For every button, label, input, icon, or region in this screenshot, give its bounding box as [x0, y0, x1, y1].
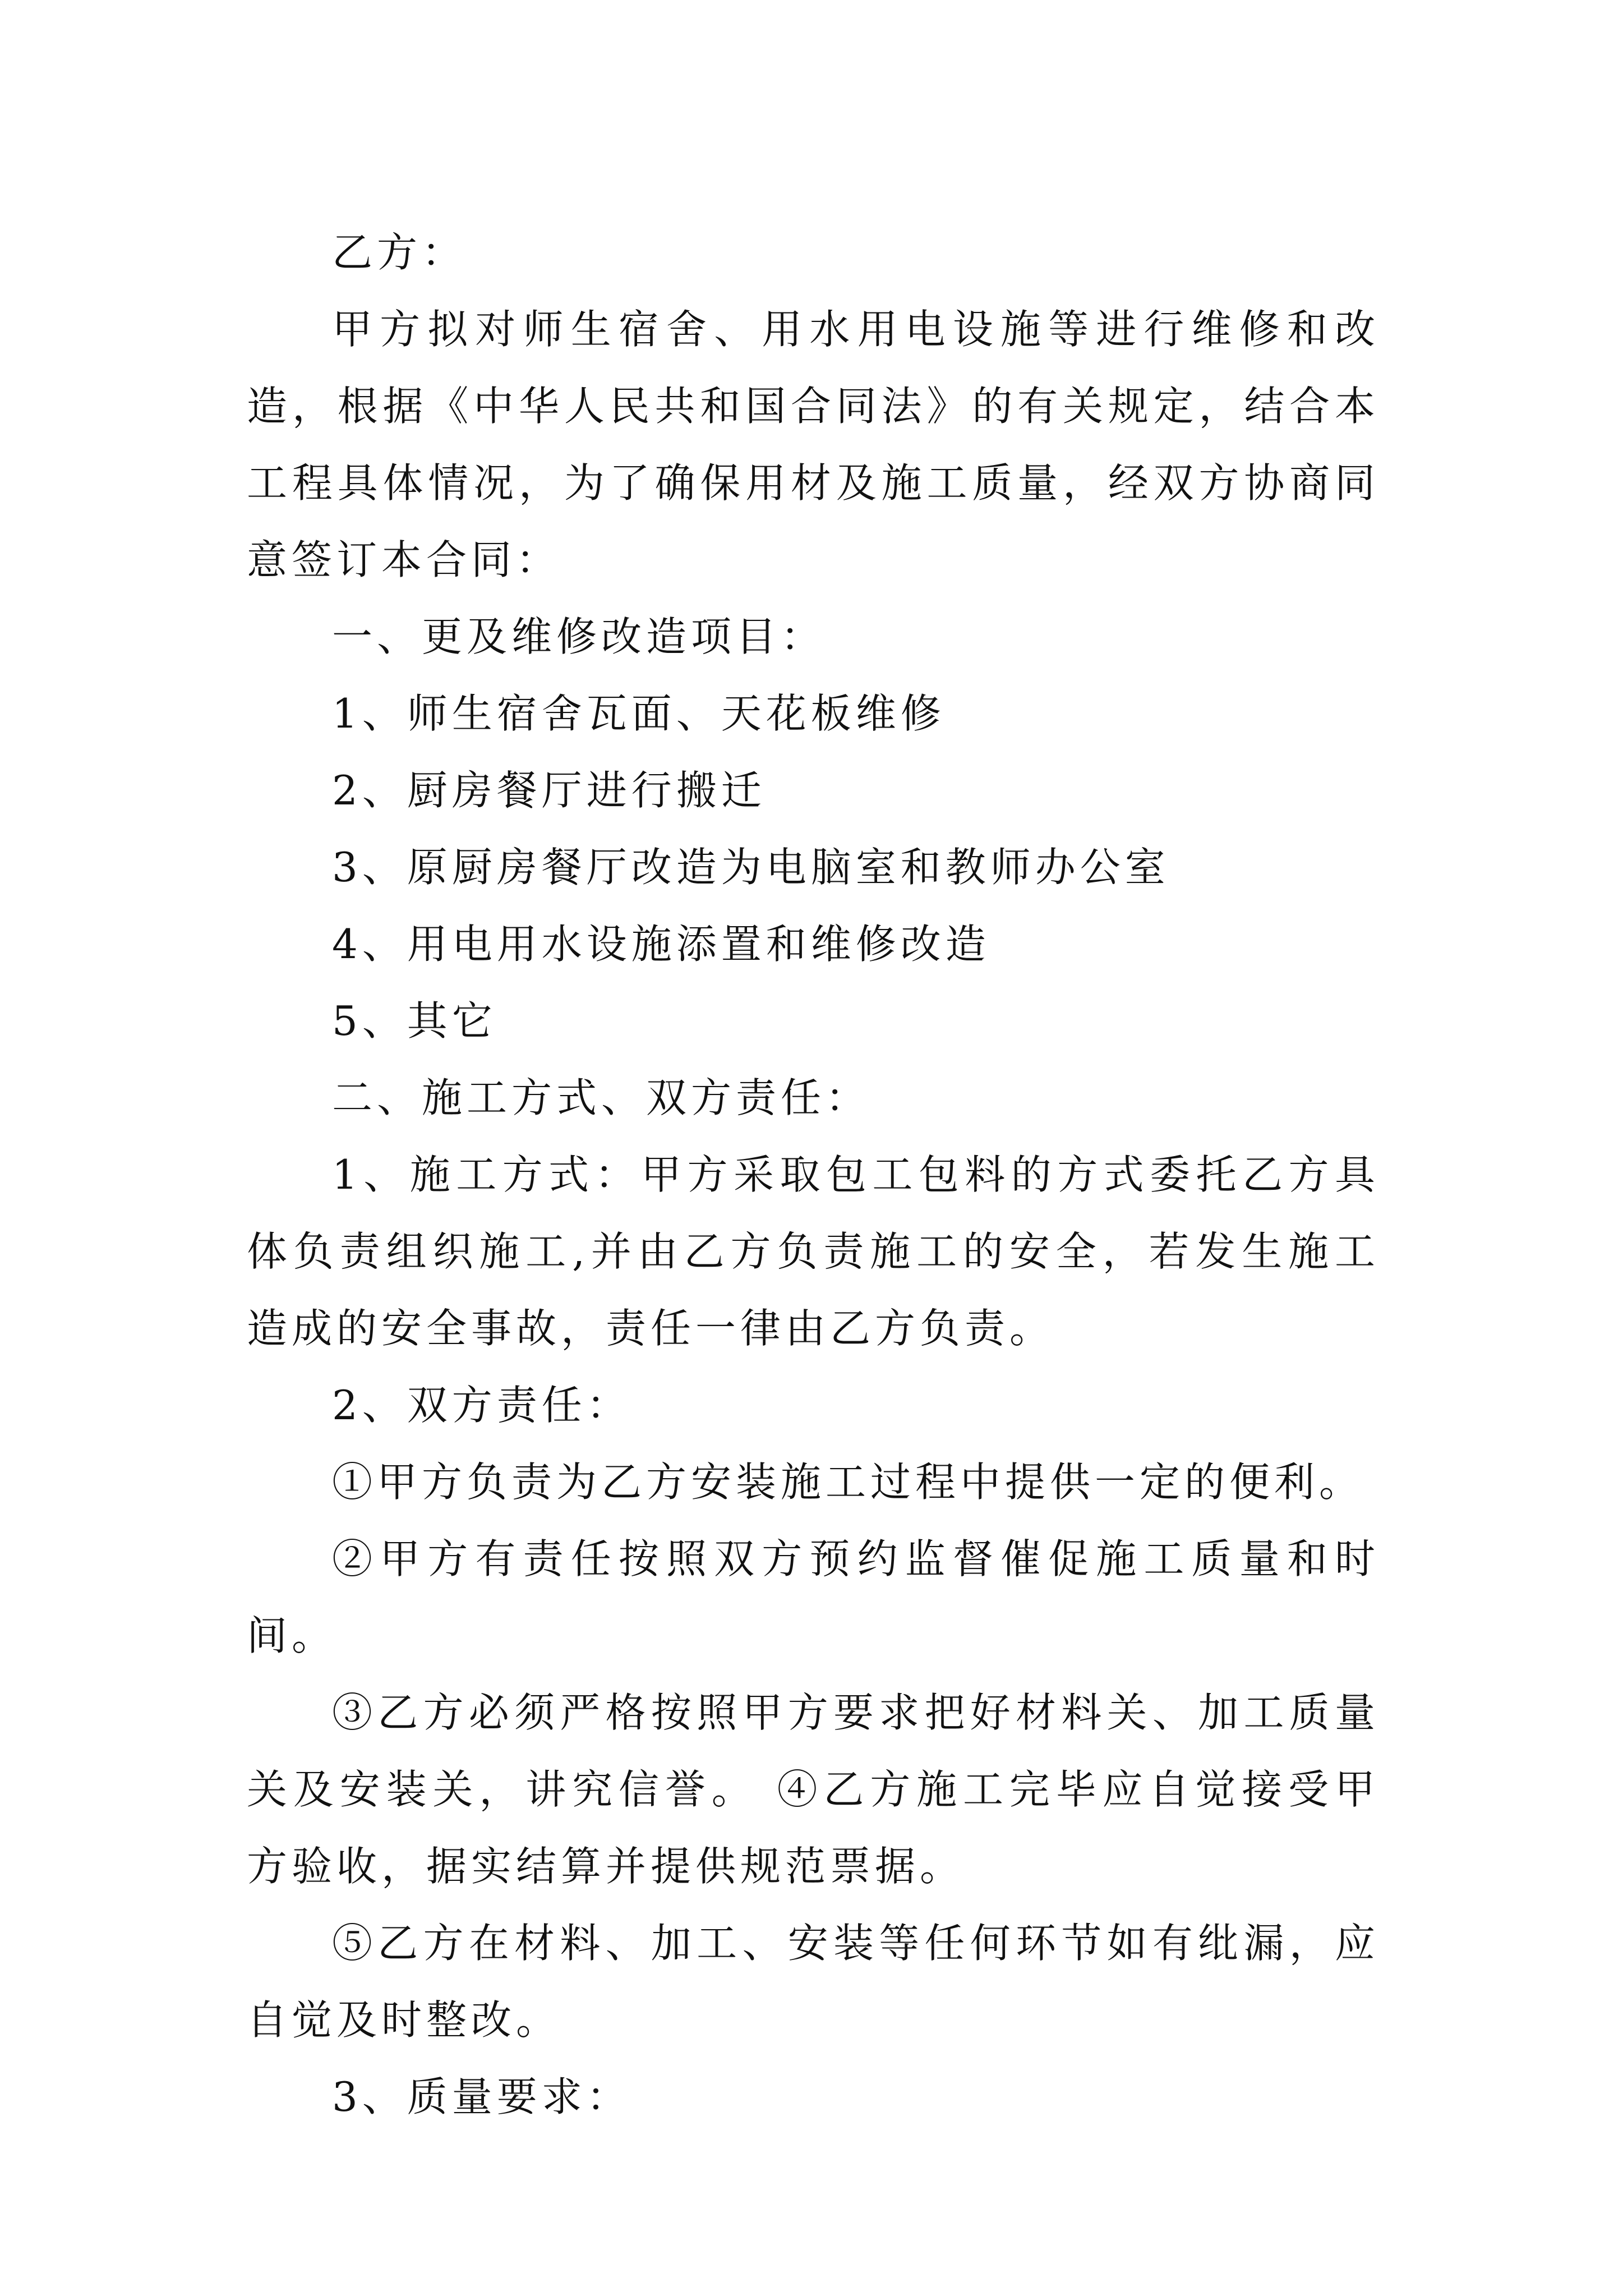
project-item-3: 3、原厨房餐厅改造为电脑室和教师办公室 — [332, 844, 1170, 891]
responsibilities-heading: 2、双方责任： — [332, 1382, 631, 1429]
document-body — [247, 214, 1380, 2136]
responsibility-1: ①甲方负责为乙方安装施工过程中提供一定的便利。 — [332, 1458, 1364, 1506]
responsibility-2: ②甲方有责任按照双方预约监督催促施工质量和时间。 — [247, 1535, 1380, 1659]
project-item-2: 2、厨房餐厅进行搬迁 — [332, 767, 766, 814]
project-item-1: 1、师生宿舍瓦面、天花板维修 — [332, 690, 946, 737]
responsibility-3-4: ③乙方必须严格按照甲方要求把好材料关、加工质量关及安装关，讲究信誉。 ④乙方施工完毕应自觉接受甲方验收，据实结算并提供规范票据。 — [247, 1689, 1380, 1890]
section-heading-2: 二、施工方式、双方责任： — [332, 1074, 871, 1121]
section-heading-1: 一、更及维修改造项目： — [332, 613, 826, 660]
contract-preamble: 甲方拟对师生宿舍、用水用电设施等进行维修和改造，根据《中华人民共和国合同法》的有关规定，结合本工程具体情况，为了确保用材及施工质量，经双方协商同意签订本合同： — [247, 306, 1380, 583]
party-b-line: 乙方： — [332, 229, 467, 276]
project-item-5: 5、其它 — [332, 997, 497, 1045]
project-item-4: 4、用电用水设施添置和维修改造 — [332, 921, 990, 968]
responsibility-5: ⑤乙方在材料、加工、安装等任何环节如有纰漏，应自觉及时整改。 — [247, 1920, 1380, 2044]
quality-heading: 3、质量要求： — [332, 2073, 631, 2120]
construction-method: 1、施工方式：甲方采取包工包料的方式委托乙方具体负责组织施工,并由乙方负责施工的安全，若发生施工造成的安全事故，责任一律由乙方负责。 — [247, 1151, 1380, 1352]
